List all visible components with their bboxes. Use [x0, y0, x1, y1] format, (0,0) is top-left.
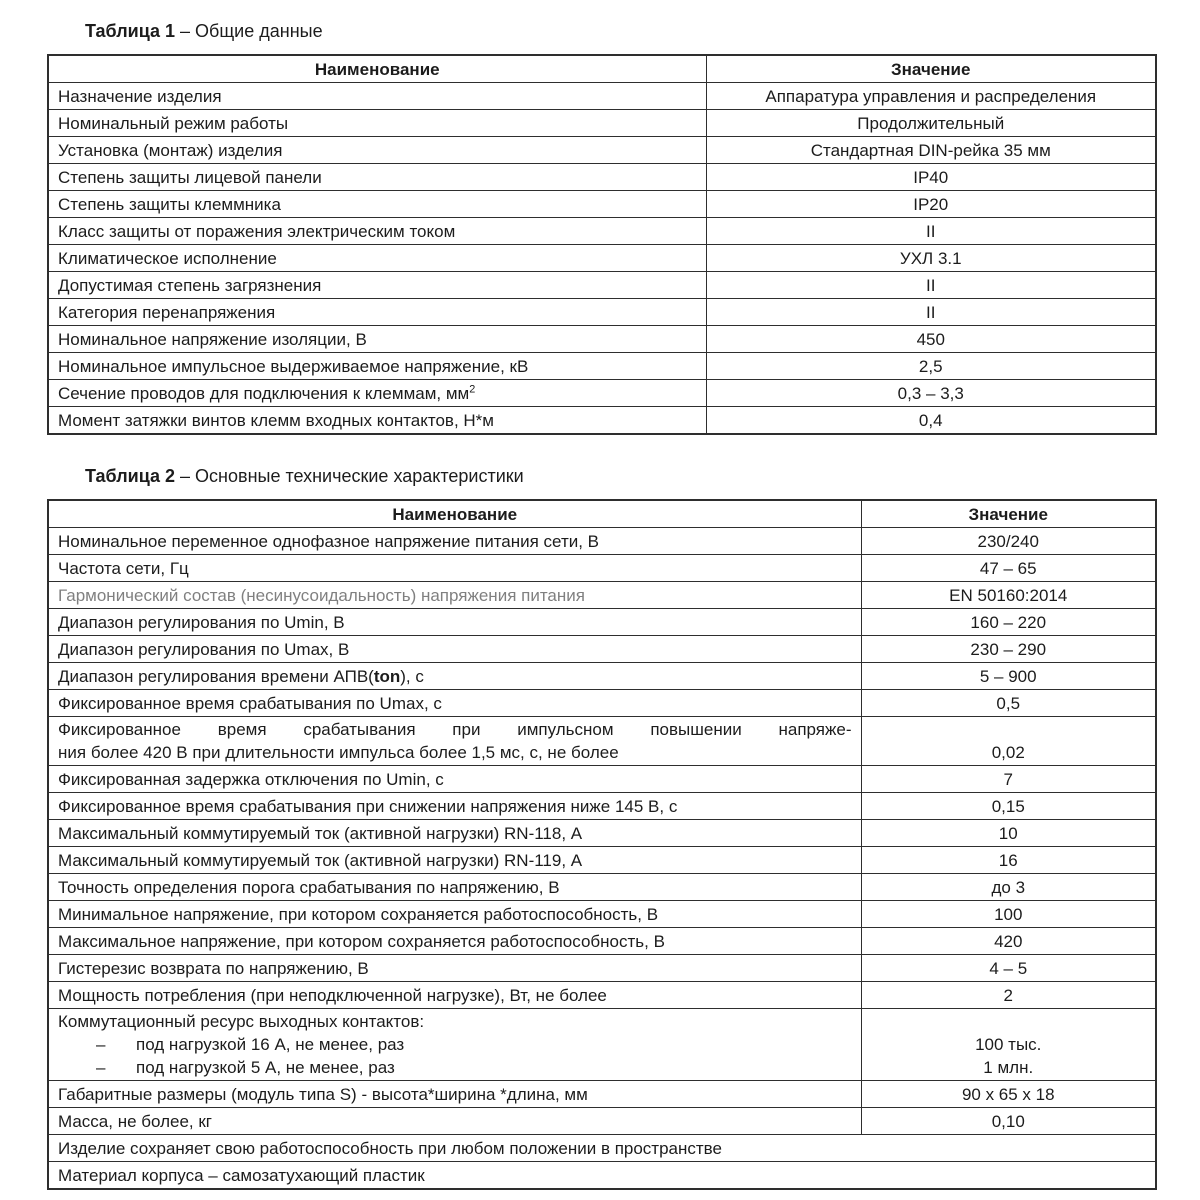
table-row	[48, 353, 1156, 380]
table-row	[48, 272, 1156, 299]
table1-column-header-name: Наименование	[48, 55, 706, 83]
row-value: II	[706, 218, 1156, 245]
row-label: Диапазон регулирования времени АПВ(ton), с	[48, 663, 861, 690]
row-value: 10	[861, 820, 1156, 847]
row-label: Точность определения порога срабатывания по напряжению, В	[48, 874, 861, 901]
table-row	[48, 1009, 1156, 1081]
row-label: Фиксированное время срабатывания при снижении напряжения ниже 145 В, с	[48, 793, 861, 820]
row-label: Степень защиты лицевой панели	[48, 164, 706, 191]
table2-column-header-name: Наименование	[48, 500, 861, 528]
table-general-data	[47, 54, 1157, 435]
table-row	[48, 1162, 1156, 1190]
table-row	[48, 528, 1156, 555]
table-row	[48, 766, 1156, 793]
list-dash: –	[96, 1058, 106, 1077]
row-value: 90 x 65 x 18	[861, 1081, 1156, 1108]
row-value: Продолжительный	[706, 110, 1156, 137]
row-value: EN 50160:2014	[861, 582, 1156, 609]
row-value: II	[706, 299, 1156, 326]
row-label: Максимальное напряжение, при котором сохраняется работоспособность, В	[48, 928, 861, 955]
table-row	[48, 110, 1156, 137]
row-value: 450	[706, 326, 1156, 353]
row-label: Сечение проводов для подключения к клеммам, $мм^2$	[48, 380, 706, 407]
row-value: 0,4	[706, 407, 1156, 435]
table1-column-header-value: Значение	[706, 55, 1156, 83]
row-label: Максимальный коммутируемый ток (активной нагрузки) RN-119, А	[48, 847, 861, 874]
table-row	[48, 982, 1156, 1009]
table-row	[48, 717, 1156, 766]
row-label: Габаритные размеры (модуль типа S) - высота*ширина *длина, мм	[48, 1081, 861, 1108]
row-label: Изделие сохраняет свою работоспособность при любом положении в пространстве	[48, 1135, 1156, 1162]
table-row	[48, 164, 1156, 191]
row-value: 16	[861, 847, 1156, 874]
table-row	[48, 83, 1156, 110]
table1-caption	[47, 20, 1155, 42]
row-value: 2	[861, 982, 1156, 1009]
table-row	[48, 690, 1156, 717]
row-label: Фиксированное время срабатывания при импульсном повышении напряже- ния более 420 В при длительности импульса более 1,5 мс, с, не более	[48, 717, 861, 766]
table-row	[48, 820, 1156, 847]
row-value: 4 – 5	[861, 955, 1156, 982]
row-label: Климатическое исполнение	[48, 245, 706, 272]
row-label: Допустимая степень загрязнения	[48, 272, 706, 299]
row-label: Номинальное импульсное выдерживаемое напряжение, кВ	[48, 353, 706, 380]
row-label: Масса, не более, кг	[48, 1108, 861, 1135]
row-value: до 3	[861, 874, 1156, 901]
row-value: Аппаратура управления и распределения	[706, 83, 1156, 110]
row-value: 230 – 290	[861, 636, 1156, 663]
row-label: Номинальный режим работы	[48, 110, 706, 137]
row-value: 0,15	[861, 793, 1156, 820]
table-row	[48, 137, 1156, 164]
table1-caption-text: – Общие данные	[175, 21, 323, 41]
table-row	[48, 636, 1156, 663]
table-row	[48, 1081, 1156, 1108]
row-label: Гармонический состав (несинусоидальность) напряжения питания	[48, 582, 861, 609]
table-row	[48, 245, 1156, 272]
row-value: 160 – 220	[861, 609, 1156, 636]
row-value: 420	[861, 928, 1156, 955]
row-label: Диапазон регулирования по Umin, В	[48, 609, 861, 636]
table-row	[48, 582, 1156, 609]
row-label: Минимальное напряжение, при котором сохраняется работоспособность, В	[48, 901, 861, 928]
table-row	[48, 955, 1156, 982]
row-value: II	[706, 272, 1156, 299]
row-label: Диапазон регулирования по Umax, В	[48, 636, 861, 663]
row-label: Степень защиты клеммника	[48, 191, 706, 218]
row-label: Номинальное переменное однофазное напряжение питания сети, В	[48, 528, 861, 555]
row-value: 100 тыс. 1 млн.	[861, 1009, 1156, 1081]
table1-header-row	[48, 55, 1156, 83]
row-value: 100	[861, 901, 1156, 928]
row-value: 230/240	[861, 528, 1156, 555]
table-row	[48, 1135, 1156, 1162]
table-row	[48, 407, 1156, 435]
list-dash: –	[96, 1035, 106, 1054]
table1-caption-number: Таблица 1	[85, 21, 176, 41]
row-value: IP40	[706, 164, 1156, 191]
table-technical-characteristics	[47, 499, 1157, 1190]
table-row	[48, 928, 1156, 955]
row-label: Момент затяжки винтов клемм входных контактов, Н*м	[48, 407, 706, 435]
table2-caption-text: – Основные технические характеристики	[175, 466, 524, 486]
row-label: Фиксированное время срабатывания по Umax, с	[48, 690, 861, 717]
table-row	[48, 793, 1156, 820]
row-value: 0,5	[861, 690, 1156, 717]
table-row	[48, 555, 1156, 582]
row-label: Назначение изделия	[48, 83, 706, 110]
row-label: Фиксированная задержка отключения по Umin, с	[48, 766, 861, 793]
row-value: 0,02	[861, 717, 1156, 766]
row-value: УХЛ 3.1	[706, 245, 1156, 272]
table-row	[48, 901, 1156, 928]
table-row	[48, 609, 1156, 636]
row-value: 5 – 900	[861, 663, 1156, 690]
row-label: Коммутационный ресурс выходных контактов: – под нагрузкой 16 А, не менее, раз – под нагрузкой 5 А, не менее, раз	[48, 1009, 861, 1081]
row-value: 0,10	[861, 1108, 1156, 1135]
table-row	[48, 326, 1156, 353]
table-row	[48, 663, 1156, 690]
row-label: Класс защиты от поражения электрическим током	[48, 218, 706, 245]
row-label: Максимальный коммутируемый ток (активной нагрузки) RN-118, А	[48, 820, 861, 847]
row-label: Категория перенапряжения	[48, 299, 706, 326]
table-row	[48, 299, 1156, 326]
table2-column-header-value: Значение	[861, 500, 1156, 528]
table-row	[48, 874, 1156, 901]
table-row	[48, 380, 1156, 407]
row-value: Стандартная DIN-рейка 35 мм	[706, 137, 1156, 164]
table-row	[48, 1108, 1156, 1135]
row-label: Частота сети, Гц	[48, 555, 861, 582]
table2-caption-number: Таблица 2	[85, 466, 176, 486]
row-label: Номинальное напряжение изоляции, В	[48, 326, 706, 353]
row-value: 7	[861, 766, 1156, 793]
row-label: Гистерезис возврата по напряжению, В	[48, 955, 861, 982]
table2-caption	[47, 465, 1155, 487]
table-row	[48, 218, 1156, 245]
row-label: Мощность потребления (при неподключенной нагрузке), Вт, не более	[48, 982, 861, 1009]
row-value: 2,5	[706, 353, 1156, 380]
table-row	[48, 847, 1156, 874]
table2-header-row	[48, 500, 1156, 528]
table-row	[48, 191, 1156, 218]
row-value: 0,3 – 3,3	[706, 380, 1156, 407]
row-label: Материал корпуса – самозатухающий пластик	[48, 1162, 1156, 1190]
row-label: Установка (монтаж) изделия	[48, 137, 706, 164]
row-value: IP20	[706, 191, 1156, 218]
row-value: 47 – 65	[861, 555, 1156, 582]
